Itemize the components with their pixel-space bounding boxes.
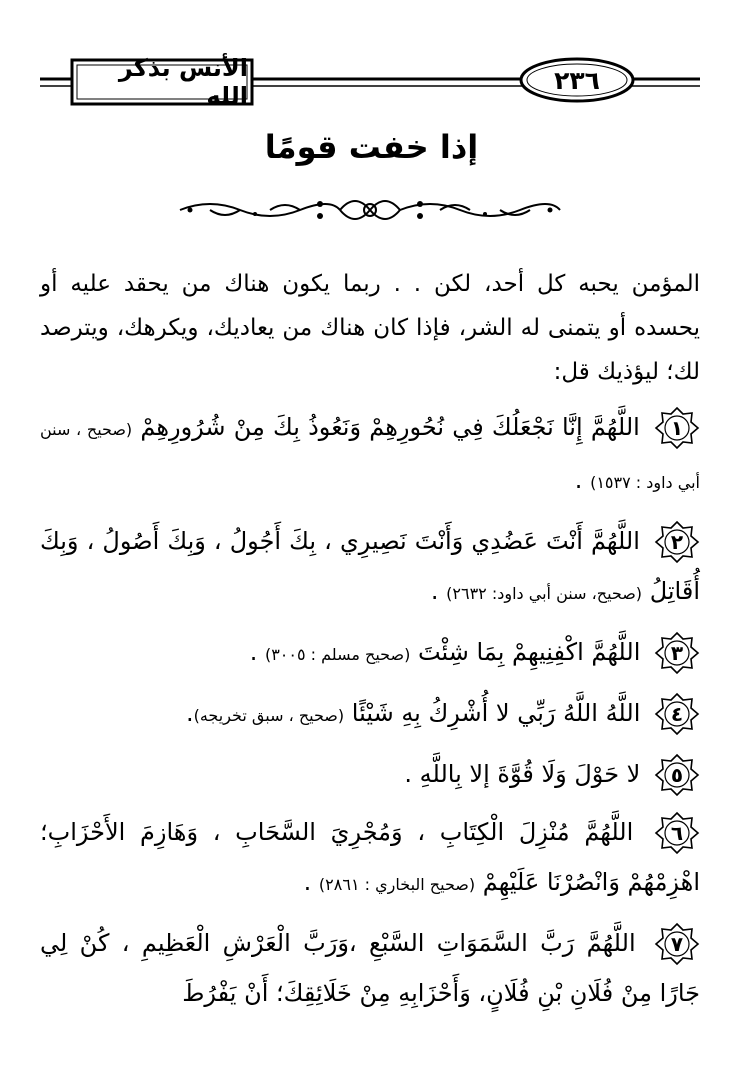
citation: (صحيح، سنن أبي داود: ٢٦٣٢) <box>446 584 643 603</box>
dua-item-3 <box>40 627 700 680</box>
dua-item-2 <box>40 516 700 619</box>
number-badge <box>654 922 700 966</box>
number-badge <box>654 406 700 450</box>
chapter-title: إذا خفت قومًا <box>264 128 479 166</box>
dua-text: اللَّهُمَّ أَنْتَ عَضُدِي وَأَنْتَ نَصِيرِي ، بِكَ أَجُولُ ، وَبِكَ أَصُولُ ، وَبِكَ أُقَاتِلُ <box>40 527 700 605</box>
dua-text: اللَّهُمَّ مُنْزِلَ الْكِتَابِ ، وَمُجْرِيَ السَّحَابِ ، وَهَازِمَ الأَحْزَابِ؛ اهْزِمْهُمْ وَانْصُرْنَا عَلَيْهِمْ <box>40 818 700 896</box>
end-mark: . <box>303 868 319 896</box>
dua-item-4 <box>40 688 700 741</box>
badge-number: ٤ <box>670 702 684 726</box>
citation: (صحيح البخاري : ٢٨٦١) <box>318 875 476 894</box>
end-mark: . <box>430 577 447 605</box>
dua-item-6 <box>40 807 700 910</box>
citation: (صحيح مسلم : ٣٠٠٥) <box>264 645 411 664</box>
intro-paragraph: المؤمن يحبه كل أحد، لكن . . ربما يكون هناك من يحقد عليه أو يحسده أو يتمنى له الشر، فإذا كان هناك من يعاديك، ويكرهك، ويترصد لك؛ ليؤذيك قل: <box>40 271 700 385</box>
dua-item-7 <box>40 918 700 1018</box>
dua-text: اللَّهُ اللَّهُ رَبِّي لا أُشْرِكُ بِهِ شَيْئًا <box>351 699 641 727</box>
dua-text: اللَّهُمَّ اكْفِنِيهِمْ بِمَا شِئْتَ <box>417 638 641 666</box>
badge-number: ٧ <box>670 932 684 956</box>
dua-text: لا حَوْلَ وَلَا قُوَّةَ إلا بِاللَّهِ . <box>404 760 641 788</box>
number-badge <box>654 520 700 564</box>
number-badge <box>654 753 700 797</box>
end-mark: . <box>185 699 194 727</box>
number-badge <box>654 631 700 675</box>
badge-number: ١ <box>670 416 684 440</box>
number-badge <box>654 692 700 736</box>
end-mark: . <box>249 638 265 666</box>
page-number: ٢٣٦ <box>554 65 600 95</box>
number-badge <box>654 811 700 855</box>
dua-item-5 <box>40 749 700 799</box>
dua-item-1 <box>40 402 700 508</box>
badge-number: ٥ <box>670 763 684 787</box>
dua-text: اللَّهُمَّ إِنَّا نَجْعَلُكَ فِي نُحُورِهِمْ وَنَعُوذُ بِكَ مِنْ شُرُورِهِمْ <box>140 413 640 441</box>
ornament-divider <box>170 190 570 230</box>
citation: (صحيح ، سبق تخريجه) <box>193 706 345 725</box>
citation: (صحيح ، سنن أبي داود : ١٥٣٧) <box>40 420 700 492</box>
badge-number: ٣ <box>670 641 684 665</box>
dua-text: اللَّهُمَّ رَبَّ السَّمَوَاتِ السَّبْعِ ،وَرَبَّ الْعَرْشِ الْعَظِيمِ ، كُنْ لِي جَارًا مِنْ فُلَانِ بْنِ فُلَانٍ، وَأَحْزَابِهِ مِنْ خَلَائِقِكَ؛ أَنْ يَفْرُطَ <box>40 929 700 1007</box>
badge-number: ٦ <box>670 821 684 845</box>
page-header <box>0 0 743 110</box>
end-mark: . <box>574 466 591 494</box>
content-body <box>40 262 700 1026</box>
book-title: الأنس بذكر الله <box>118 54 248 110</box>
badge-number: ٢ <box>670 530 684 554</box>
